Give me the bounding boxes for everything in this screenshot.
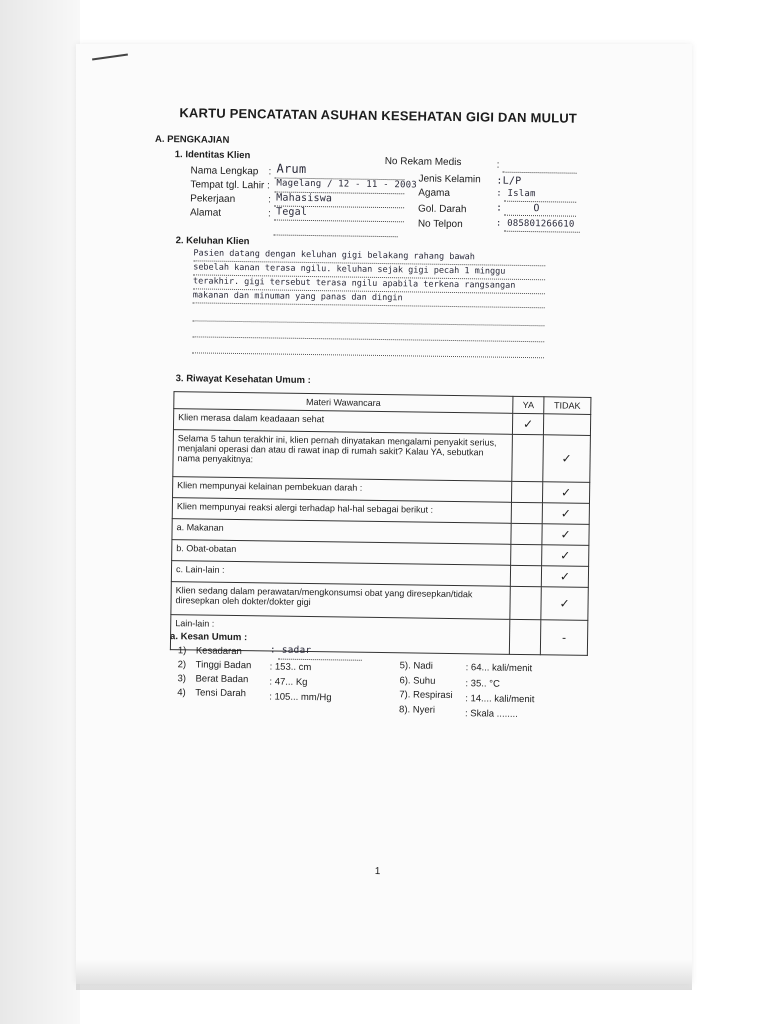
tidak-cell[interactable]: ✓ xyxy=(542,545,589,567)
tidak-cell[interactable]: ✓ xyxy=(541,587,588,621)
ya-cell[interactable] xyxy=(510,586,541,619)
ya-cell[interactable] xyxy=(511,544,542,565)
berat-value[interactable]: : 47... Kg xyxy=(269,676,308,689)
ya-cell[interactable] xyxy=(512,434,544,481)
tidak-cell[interactable]: ✓ xyxy=(542,482,589,504)
gol-darah-label: Gol. Darah xyxy=(417,203,467,216)
ya-cell[interactable] xyxy=(511,502,542,523)
telpon-value[interactable]: : 085801266610 xyxy=(495,218,575,230)
kesadaran-value[interactable]: : sadar xyxy=(269,644,312,657)
nadi-label: 5). Nadi xyxy=(399,660,434,672)
col-ya: YA xyxy=(513,396,544,413)
row-text: a. Makanan xyxy=(172,519,511,545)
row-text: Klien mempunyai kelainan pembekuan darah : xyxy=(173,477,512,503)
gol-darah-line xyxy=(504,215,576,217)
alamat-line xyxy=(274,219,404,222)
tinggi-label: Tinggi Badan xyxy=(195,659,252,672)
row-text: b. Obat-obatan xyxy=(172,540,511,566)
ttl-value[interactable]: Magelang / 12 - 11 - 2003 xyxy=(276,178,417,191)
tidak-cell[interactable]: ✓ xyxy=(542,524,589,546)
alamat-label: Alamat xyxy=(189,207,222,219)
complaint-line-1[interactable]: Pasien datang dengan keluhan gigi belakang rahang bawah xyxy=(193,247,545,266)
suhu-value[interactable]: : 35.. °C xyxy=(465,678,500,690)
alamat-sep: : xyxy=(267,208,271,220)
row-text: Lain-lain : xyxy=(170,615,509,655)
jenis-kelamin-label: Jenis Kelamin xyxy=(418,173,481,186)
agama-label: Agama xyxy=(418,187,451,199)
jenis-kelamin-value[interactable]: :L/P xyxy=(496,175,522,187)
tidak-cell[interactable]: ✓ xyxy=(542,503,589,525)
complaint-line-7[interactable] xyxy=(192,339,544,358)
col-materi: Materi Wawancara xyxy=(174,392,513,414)
gol-darah-value[interactable]: : O xyxy=(496,202,540,215)
respirasi-value[interactable]: : 14.... kali/menit xyxy=(465,693,535,706)
ya-cell[interactable] xyxy=(510,565,541,586)
tensi-value[interactable]: : 105... mm/Hg xyxy=(269,691,332,704)
kesadaran-label: Kesadaran xyxy=(195,645,242,658)
row-text: Klien merasa dalam keadaaan sehat xyxy=(173,409,512,435)
complaint-heading: 2. Keluhan Klien xyxy=(175,235,250,248)
document-title: KARTU PENCATATAN ASUHAN KESEHATAN GIGI DAN MULUT xyxy=(179,105,578,126)
ttl-label: Tempat tgl. Lahir : xyxy=(190,179,270,192)
rekam-medis-line xyxy=(503,172,577,174)
row-text: Klien mempunyai reaksi alergi terhadap hal-hal sebagai berikut : xyxy=(172,498,511,524)
ya-cell[interactable]: ✓ xyxy=(512,413,543,434)
vital-num: 2) xyxy=(177,659,187,671)
nyeri-value[interactable]: : Skala ........ xyxy=(464,708,518,720)
ya-cell[interactable] xyxy=(509,619,540,654)
col-tidak: TIDAK xyxy=(544,397,591,415)
kesadaran-line xyxy=(278,659,362,661)
respirasi-label: 7). Respirasi xyxy=(399,689,453,702)
tidak-cell[interactable]: ✓ xyxy=(541,566,588,588)
pekerjaan-value[interactable]: Mahasiswa xyxy=(276,192,333,205)
ya-cell[interactable] xyxy=(511,523,542,544)
nadi-value[interactable]: : 64... kali/menit xyxy=(465,662,533,675)
history-table xyxy=(170,391,592,656)
complaint-line-3[interactable]: terakhir. gigi tersebut terasa ngilu apabila terkena rangsangan xyxy=(193,275,545,294)
nyeri-label: 8). Nyeri xyxy=(398,704,436,716)
nama-value[interactable]: Arum xyxy=(276,161,307,176)
rekam-medis-label: No Rekam Medis xyxy=(384,156,462,169)
nama-sep: : xyxy=(268,166,272,178)
section-pengkajian: A. PENGKAJIAN xyxy=(154,133,230,146)
row-text: Klien sedang dalam perawatan/mengkonsumsi obat yang diresepkan/tidak diresepkan oleh dokter/dokter gigi xyxy=(171,582,510,620)
vital-num: 3) xyxy=(177,673,187,685)
pekerjaan-label: Pekerjaan xyxy=(190,193,236,205)
pekerjaan-sep: : xyxy=(268,194,272,206)
suhu-label: 6). Suhu xyxy=(399,675,436,687)
page-number: 1 xyxy=(374,865,381,878)
tidak-cell[interactable] xyxy=(543,414,590,436)
tidak-cell[interactable]: - xyxy=(540,620,587,656)
telpon-line xyxy=(504,231,580,233)
table-row xyxy=(173,430,591,483)
rekam-medis-value: : xyxy=(496,159,500,171)
telpon-label: No Telpon xyxy=(417,218,463,231)
history-heading: 3. Riwayat Kesehatan Umum : xyxy=(175,373,311,387)
tidak-cell[interactable]: ✓ xyxy=(543,435,591,483)
alamat-line-2 xyxy=(274,234,398,237)
kesan-heading: a. Kesan Umum : xyxy=(169,631,248,644)
berat-label: Berat Badan xyxy=(195,673,249,686)
complaint-line-2[interactable]: sebelah kanan terasa ngilu. keluhan sejak gigi pecah 1 minggu xyxy=(193,261,545,280)
identity-heading: 1. Identitas Klien xyxy=(174,149,251,162)
row-text: c. Lain-lain : xyxy=(171,561,510,587)
vital-num: 4) xyxy=(177,687,186,699)
complaint-line-4[interactable]: makanan dan minuman yang panas dan dingin xyxy=(193,289,545,308)
ya-cell[interactable] xyxy=(511,481,542,502)
agama-value[interactable]: : Islam xyxy=(496,188,536,200)
tinggi-value[interactable]: : 153.. cm xyxy=(269,661,312,674)
row-text: Selama 5 tahun terakhir ini, klien pernah dinyatakan mengalami penyakit serius, menjalani operasi dan atau di rawat inap di rumah sakit? Kalau YA, sebutkan nama penyakitnya: xyxy=(173,430,513,482)
vital-num: 1) xyxy=(177,645,187,657)
tensi-label: Tensi Darah xyxy=(195,687,247,700)
nama-label: Nama Lengkap xyxy=(190,165,259,178)
alamat-value[interactable]: Tegal xyxy=(275,206,308,218)
